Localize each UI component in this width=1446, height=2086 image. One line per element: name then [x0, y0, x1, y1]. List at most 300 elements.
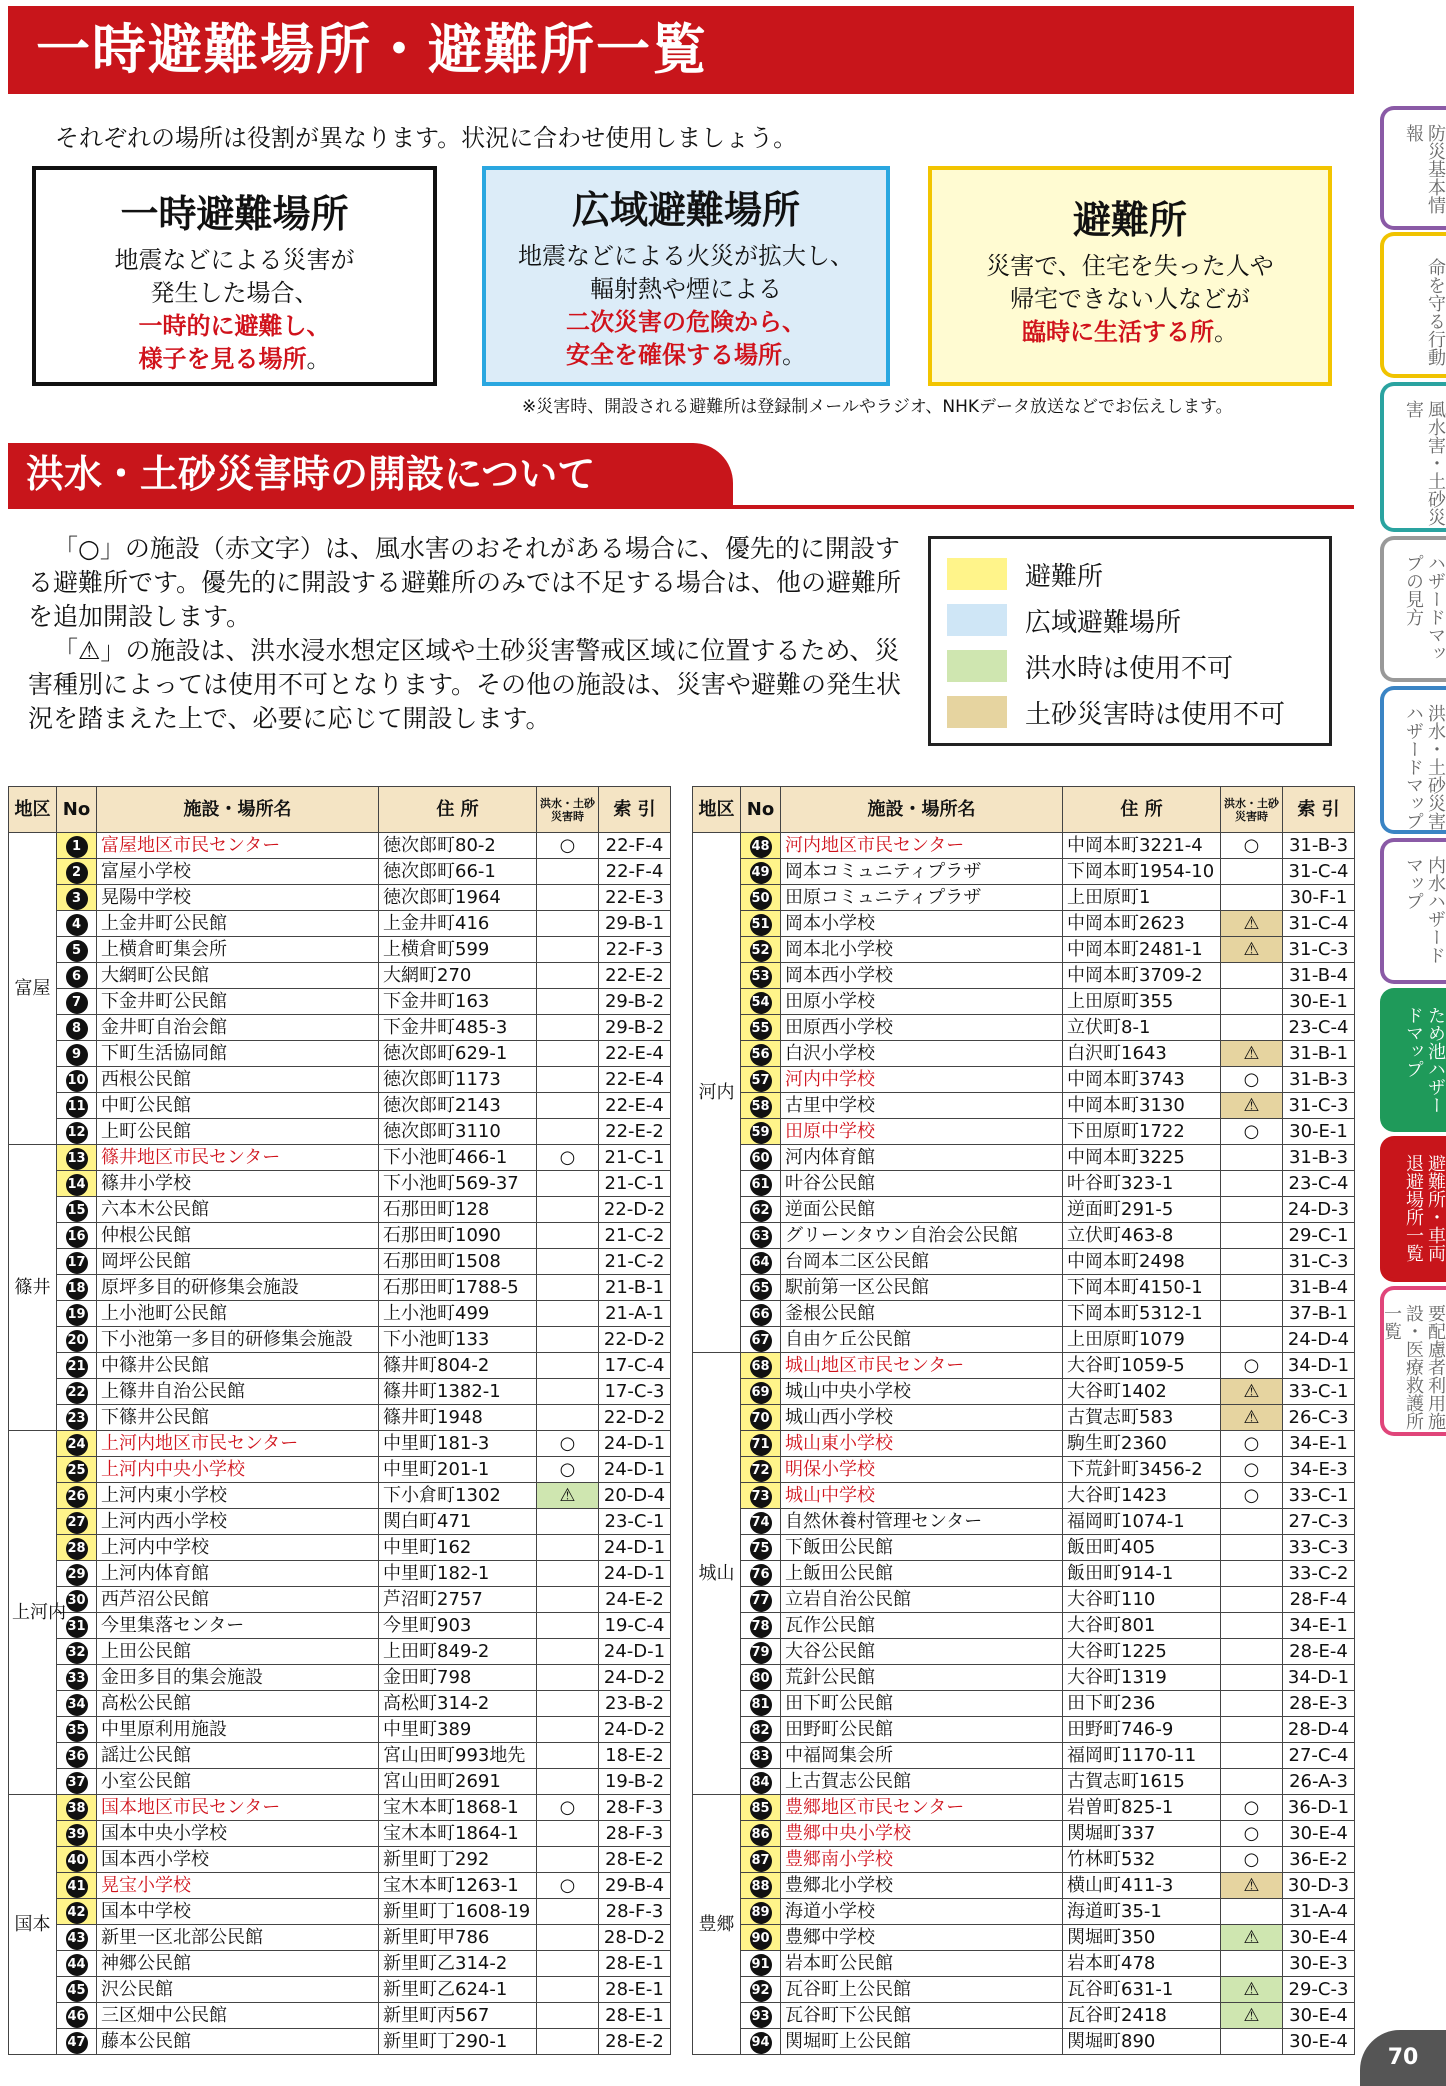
side-tab[interactable]: ため池ハザードマップ	[1380, 988, 1446, 1132]
area-cell: 国本	[9, 1795, 57, 2055]
index-cell: 24-D-3	[1283, 1197, 1355, 1223]
name-cell: 関堀町上公民館	[781, 2029, 1063, 2055]
name-cell: 国本西小学校	[97, 1847, 379, 1873]
index-cell: 22-E-4	[599, 1093, 671, 1119]
index-cell: 30-E-1	[1283, 989, 1355, 1015]
box-text: 地震などによる災害が	[114, 246, 355, 274]
table-row	[693, 1665, 1355, 1691]
address-cell: 関堀町337	[1063, 1821, 1221, 1847]
index-cell: 28-D-4	[1283, 1717, 1355, 1743]
address-cell: 大谷町1402	[1063, 1379, 1221, 1405]
address-cell: 叶谷町323-1	[1063, 1171, 1221, 1197]
index-cell: 24-D-4	[1283, 1327, 1355, 1353]
name-cell: 岡本小学校	[781, 911, 1063, 937]
index-cell: 28-E-4	[1283, 1639, 1355, 1665]
flag-cell	[1221, 1691, 1283, 1717]
box-red-text: 様子を見る場所	[138, 345, 307, 373]
address-cell: 新里町丙567	[379, 2003, 537, 2029]
name-cell: 河内中学校	[781, 1067, 1063, 1093]
address-cell: 宮山田町2691	[379, 1769, 537, 1795]
index-cell: 28-E-2	[599, 2029, 671, 2055]
address-cell: 上田原町1079	[1063, 1327, 1221, 1353]
table-row	[693, 1041, 1355, 1067]
address-cell: 飯田町914-1	[1063, 1561, 1221, 1587]
name-cell: 上河内西小学校	[97, 1509, 379, 1535]
flag-cell	[537, 1535, 599, 1561]
index-cell: 29-C-3	[1283, 1977, 1355, 2003]
side-tab[interactable]: 要配慮者利用施設・医療救護所一覧	[1380, 1286, 1446, 1436]
index-cell: 31-C-4	[1283, 911, 1355, 937]
number-cell	[57, 1197, 97, 1223]
number-badge: 94	[750, 2032, 772, 2054]
address-cell: 飯田町405	[1063, 1535, 1221, 1561]
flag-cell	[1221, 963, 1283, 989]
flag-cell	[1221, 1587, 1283, 1613]
name-cell: 三区畑中公民館	[97, 2003, 379, 2029]
address-cell: 中里町181-3	[379, 1431, 537, 1457]
side-tab[interactable]: 洪水・土砂災害ハザードマップ	[1380, 686, 1446, 834]
index-cell: 22-F-4	[599, 833, 671, 859]
number-badge: 60	[750, 1148, 772, 1170]
flag-cell: ○	[537, 1145, 599, 1171]
flag-cell: ⚠	[1221, 1093, 1283, 1119]
section-divider	[8, 505, 1354, 509]
number-badge: 34	[66, 1694, 88, 1716]
table-row	[9, 1327, 671, 1353]
number-cell	[57, 937, 97, 963]
name-cell: 瓦谷町上公民館	[781, 1977, 1063, 2003]
number-cell	[741, 989, 781, 1015]
flag-cell	[537, 1275, 599, 1301]
number-cell	[741, 2003, 781, 2029]
number-cell	[57, 1041, 97, 1067]
index-cell: 33-C-3	[1283, 1535, 1355, 1561]
number-cell	[57, 1275, 97, 1301]
number-badge: 92	[750, 1980, 772, 2002]
number-badge: 89	[750, 1902, 772, 1924]
index-cell: 30-E-4	[1283, 2003, 1355, 2029]
address-cell: 上金井町416	[379, 911, 537, 937]
number-badge: 55	[750, 1018, 772, 1040]
index-cell: 29-B-4	[599, 1873, 671, 1899]
index-cell: 30-D-3	[1283, 1873, 1355, 1899]
flag-cell: ⚠	[1221, 911, 1283, 937]
table-row	[9, 1847, 671, 1873]
number-cell	[57, 1483, 97, 1509]
name-cell: 金田多目的集会施設	[97, 1665, 379, 1691]
address-cell: 中里町201-1	[379, 1457, 537, 1483]
address-cell: 立伏町8-1	[1063, 1015, 1221, 1041]
number-cell	[57, 833, 97, 859]
number-cell	[57, 859, 97, 885]
address-cell: 田野町746-9	[1063, 1717, 1221, 1743]
box-text: 災害で、住宅を失った人や	[986, 252, 1274, 280]
index-cell: 30-E-4	[1283, 1925, 1355, 1951]
index-cell: 21-C-2	[599, 1249, 671, 1275]
index-cell: 36-E-2	[1283, 1847, 1355, 1873]
address-cell: 中岡本町3743	[1063, 1067, 1221, 1093]
address-cell: 宮山田町993地先	[379, 1743, 537, 1769]
flag-cell	[537, 1405, 599, 1431]
flag-cell: ○	[1221, 1431, 1283, 1457]
number-cell	[741, 1691, 781, 1717]
side-tab[interactable]: 避難所・車両退避場所一覧	[1380, 1136, 1446, 1282]
address-cell: 中岡本町3225	[1063, 1145, 1221, 1171]
address-cell: 高松町314-2	[379, 1691, 537, 1717]
name-cell: 高松公民館	[97, 1691, 379, 1717]
page-number: 70	[1360, 2030, 1446, 2086]
address-cell: 竹林町532	[1063, 1847, 1221, 1873]
table-row	[693, 1405, 1355, 1431]
legend-swatch	[947, 696, 1007, 728]
address-cell: 下金井町163	[379, 989, 537, 1015]
name-cell: 自然休養村管理センター	[781, 1509, 1063, 1535]
index-cell: 34-E-1	[1283, 1431, 1355, 1457]
flag-cell	[537, 2003, 599, 2029]
index-cell: 22-D-2	[599, 1405, 671, 1431]
flag-cell	[537, 937, 599, 963]
index-cell: 27-C-4	[1283, 1743, 1355, 1769]
number-badge: 6	[66, 966, 88, 988]
address-cell: 石那田町128	[379, 1197, 537, 1223]
name-cell: 晃陽中学校	[97, 885, 379, 911]
name-cell: 上飯田公民館	[781, 1561, 1063, 1587]
flag-cell	[537, 911, 599, 937]
flag-cell	[537, 1613, 599, 1639]
table-row	[9, 2003, 671, 2029]
facility-table-left	[8, 786, 671, 2055]
flag-cell	[1221, 1665, 1283, 1691]
address-cell: 上小池町499	[379, 1301, 537, 1327]
name-cell: 岡本コミュニティプラザ	[781, 859, 1063, 885]
index-cell: 36-D-1	[1283, 1795, 1355, 1821]
number-cell	[741, 1379, 781, 1405]
address-cell: 下田原町1722	[1063, 1119, 1221, 1145]
box-title: 広域避難場所	[571, 188, 800, 232]
flag-cell	[1221, 1509, 1283, 1535]
flag-cell	[1221, 1951, 1283, 1977]
index-cell: 28-E-1	[599, 2003, 671, 2029]
number-badge: 24	[66, 1434, 88, 1456]
box-text: 地震などによる火災が拡大し、	[518, 242, 854, 270]
name-cell: 下篠井公民館	[97, 1405, 379, 1431]
number-cell	[741, 1431, 781, 1457]
number-cell	[741, 1795, 781, 1821]
flag-cell	[1221, 1561, 1283, 1587]
address-cell: 関白町471	[379, 1509, 537, 1535]
index-cell: 21-A-1	[599, 1301, 671, 1327]
flag-cell: ○	[1221, 1483, 1283, 1509]
index-cell: 31-C-3	[1283, 1093, 1355, 1119]
table-row	[9, 1379, 671, 1405]
table-row	[9, 1743, 671, 1769]
index-cell: 18-E-2	[599, 1743, 671, 1769]
address-cell: 下小池町466-1	[379, 1145, 537, 1171]
index-cell: 26-A-3	[1283, 1769, 1355, 1795]
address-cell: 篠井町804-2	[379, 1353, 537, 1379]
number-badge: 32	[66, 1642, 88, 1664]
address-cell: 福岡町1170-11	[1063, 1743, 1221, 1769]
flag-cell	[537, 1067, 599, 1093]
index-cell: 28-E-2	[599, 1847, 671, 1873]
index-cell: 28-E-1	[599, 1951, 671, 1977]
header-area: 地区	[9, 787, 57, 833]
number-cell	[741, 1405, 781, 1431]
number-badge: 73	[750, 1486, 772, 1508]
flag-cell: ○	[1221, 1067, 1283, 1093]
name-cell: 国本中央小学校	[97, 1821, 379, 1847]
table-row	[693, 1275, 1355, 1301]
number-cell	[57, 1977, 97, 2003]
table-row	[693, 1353, 1355, 1379]
number-cell	[741, 1717, 781, 1743]
address-cell: 下岡本町1954-10	[1063, 859, 1221, 885]
number-cell	[57, 1067, 97, 1093]
name-cell: 上河内地区市民センター	[97, 1431, 379, 1457]
number-badge: 66	[750, 1304, 772, 1326]
table-row	[693, 911, 1355, 937]
table-row	[9, 2029, 671, 2055]
flag-cell	[537, 1301, 599, 1327]
table-row	[693, 1847, 1355, 1873]
address-cell: 新里町乙314-2	[379, 1951, 537, 1977]
number-badge: 27	[66, 1512, 88, 1534]
table-row	[693, 1821, 1355, 1847]
side-tab[interactable]: ハザードマップの見方	[1380, 536, 1446, 682]
name-cell: 富屋地区市民センター	[97, 833, 379, 859]
name-cell: 晃宝小学校	[97, 1873, 379, 1899]
number-cell	[57, 1015, 97, 1041]
number-cell	[741, 1899, 781, 1925]
name-cell: 豊郷中学校	[781, 1925, 1063, 1951]
number-badge: 39	[66, 1824, 88, 1846]
table-row	[693, 1327, 1355, 1353]
flag-cell: ⚠	[1221, 937, 1283, 963]
header-name: 施設・場所名	[781, 787, 1063, 833]
table-row	[693, 885, 1355, 911]
box-title: 避難所	[1072, 198, 1187, 242]
area-cell: 豊郷	[693, 1795, 741, 2055]
flag-cell: ○	[1221, 1119, 1283, 1145]
legend-item	[947, 689, 1313, 735]
index-cell: 20-D-4	[599, 1483, 671, 1509]
number-badge: 79	[750, 1642, 772, 1664]
flag-cell	[1221, 1639, 1283, 1665]
flag-cell	[1221, 859, 1283, 885]
side-tab[interactable]: 風水害・土砂災害	[1380, 382, 1446, 532]
table-row	[9, 1275, 671, 1301]
side-tab[interactable]: 命を守る行動	[1380, 232, 1446, 378]
flag-cell	[537, 1041, 599, 1067]
number-cell	[57, 1223, 97, 1249]
name-cell: 小室公民館	[97, 1769, 379, 1795]
address-cell: 新里町甲786	[379, 1925, 537, 1951]
index-cell: 24-D-1	[599, 1457, 671, 1483]
number-cell	[57, 1951, 97, 1977]
name-cell: 田原西小学校	[781, 1015, 1063, 1041]
index-cell: 34-D-1	[1283, 1665, 1355, 1691]
flag-cell	[537, 1925, 599, 1951]
flag-cell	[537, 1587, 599, 1613]
number-badge: 20	[66, 1330, 88, 1352]
table-row	[693, 2029, 1355, 2055]
index-cell: 26-C-3	[1283, 1405, 1355, 1431]
index-cell: 24-D-1	[599, 1561, 671, 1587]
index-cell: 21-C-1	[599, 1145, 671, 1171]
table-row	[693, 1899, 1355, 1925]
name-cell: 台岡本二区公民館	[781, 1249, 1063, 1275]
number-badge: 51	[750, 914, 772, 936]
name-cell: 上小池町公民館	[97, 1301, 379, 1327]
number-cell	[741, 1327, 781, 1353]
address-cell: 徳次郎町2143	[379, 1093, 537, 1119]
area-cell: 富屋	[9, 833, 57, 1145]
table-row	[693, 1717, 1355, 1743]
header-index: 索 引	[1283, 787, 1355, 833]
index-cell: 31-B-3	[1283, 1145, 1355, 1171]
flag-cell	[1221, 1249, 1283, 1275]
number-cell	[57, 1717, 97, 1743]
flag-cell	[537, 1769, 599, 1795]
table-row	[693, 1197, 1355, 1223]
legend-item	[947, 643, 1313, 689]
table-row	[693, 2003, 1355, 2029]
name-cell: 国本中学校	[97, 1899, 379, 1925]
table-row	[693, 1925, 1355, 1951]
index-cell: 28-F-4	[1283, 1587, 1355, 1613]
table-row	[693, 1223, 1355, 1249]
table-row	[9, 1093, 671, 1119]
number-cell	[57, 1691, 97, 1717]
number-badge: 77	[750, 1590, 772, 1612]
name-cell: 上田公民館	[97, 1639, 379, 1665]
name-cell: 岩本町公民館	[781, 1951, 1063, 1977]
table-row	[693, 1067, 1355, 1093]
name-cell: 新里一区北部公民館	[97, 1925, 379, 1951]
flag-cell: ○	[1221, 1821, 1283, 1847]
number-badge: 74	[750, 1512, 772, 1534]
table-row	[693, 1639, 1355, 1665]
flag-cell: ○	[1221, 1353, 1283, 1379]
footnote: ※災害時、開設される避難所は登録制メールやラジオ、NHKデータ放送などでお伝えします。	[522, 397, 1233, 417]
number-badge: 48	[750, 836, 772, 858]
address-cell: 新里町丁1608-19	[379, 1899, 537, 1925]
legend-item	[947, 551, 1313, 597]
number-cell	[57, 1171, 97, 1197]
flag-cell: ○	[537, 1431, 599, 1457]
flag-cell	[537, 989, 599, 1015]
flag-cell	[1221, 1145, 1283, 1171]
index-cell: 23-C-4	[1283, 1171, 1355, 1197]
index-cell: 31-C-3	[1283, 1249, 1355, 1275]
index-cell: 28-E-1	[599, 1977, 671, 2003]
number-badge: 40	[66, 1850, 88, 1872]
name-cell: 上町公民館	[97, 1119, 379, 1145]
flag-cell: ⚠	[1221, 1925, 1283, 1951]
index-cell: 24-D-1	[599, 1639, 671, 1665]
index-cell: 24-E-2	[599, 1587, 671, 1613]
address-cell: 徳次郎町80-2	[379, 833, 537, 859]
number-badge: 19	[66, 1304, 88, 1326]
legend-label: 避難所	[1025, 561, 1104, 592]
name-cell: 明保小学校	[781, 1457, 1063, 1483]
header-disaster-flag: 洪水・土砂災害時	[1221, 787, 1283, 833]
name-cell: 西芦沼公民館	[97, 1587, 379, 1613]
legend-swatch	[947, 604, 1007, 636]
number-badge: 15	[66, 1200, 88, 1222]
name-cell: 大谷公民館	[781, 1639, 1063, 1665]
index-cell: 24-D-1	[599, 1431, 671, 1457]
name-cell: 上河内東小学校	[97, 1483, 379, 1509]
flag-cell	[537, 1015, 599, 1041]
address-cell: 徳次郎町66-1	[379, 859, 537, 885]
address-cell: 大谷町1059-5	[1063, 1353, 1221, 1379]
legend-label: 広域避難場所	[1025, 607, 1182, 638]
flag-cell	[537, 859, 599, 885]
table-row	[693, 963, 1355, 989]
side-tab[interactable]: 内水ハザードマップ	[1380, 838, 1446, 984]
table-row	[693, 1431, 1355, 1457]
flag-cell	[537, 1249, 599, 1275]
name-cell: 下小池第一多目的研修集会施設	[97, 1327, 379, 1353]
number-cell	[741, 1223, 781, 1249]
index-cell: 28-F-3	[599, 1899, 671, 1925]
area-cell: 上河内	[9, 1431, 57, 1795]
number-badge: 50	[750, 888, 772, 910]
flag-cell	[1221, 2029, 1283, 2055]
flag-cell: ⚠	[1221, 1405, 1283, 1431]
name-cell: 岡本西小学校	[781, 963, 1063, 989]
table-row	[9, 1431, 671, 1457]
table-row	[693, 1457, 1355, 1483]
flag-cell: ⚠	[1221, 2003, 1283, 2029]
number-cell	[741, 1353, 781, 1379]
number-badge: 84	[750, 1772, 772, 1794]
description	[28, 532, 908, 736]
table-row	[693, 1145, 1355, 1171]
table-row	[693, 937, 1355, 963]
address-cell: 中岡本町3709-2	[1063, 963, 1221, 989]
side-tab[interactable]: 防災基本情報	[1380, 106, 1446, 230]
index-cell: 22-E-3	[599, 885, 671, 911]
number-cell	[57, 1353, 97, 1379]
table-row	[9, 1613, 671, 1639]
number-badge: 58	[750, 1096, 772, 1118]
table-row	[9, 1769, 671, 1795]
number-cell	[57, 885, 97, 911]
name-cell: 上古賀志公民館	[781, 1769, 1063, 1795]
index-cell: 33-C-1	[1283, 1379, 1355, 1405]
flag-cell	[1221, 1171, 1283, 1197]
name-cell: 駅前第一区公民館	[781, 1275, 1063, 1301]
address-cell: 中岡本町2623	[1063, 911, 1221, 937]
number-cell	[741, 1665, 781, 1691]
index-cell: 22-E-4	[599, 1041, 671, 1067]
name-cell: 沢公民館	[97, 1977, 379, 2003]
address-cell: 芦沼町2757	[379, 1587, 537, 1613]
table-row	[9, 1977, 671, 2003]
number-cell	[57, 1405, 97, 1431]
table-row	[693, 1743, 1355, 1769]
table-row	[693, 1301, 1355, 1327]
number-badge: 8	[66, 1018, 88, 1040]
number-cell	[741, 1041, 781, 1067]
table-row	[693, 1535, 1355, 1561]
number-cell	[741, 1951, 781, 1977]
table-row	[9, 1509, 671, 1535]
name-cell: 篠井小学校	[97, 1171, 379, 1197]
index-cell: 29-B-1	[599, 911, 671, 937]
